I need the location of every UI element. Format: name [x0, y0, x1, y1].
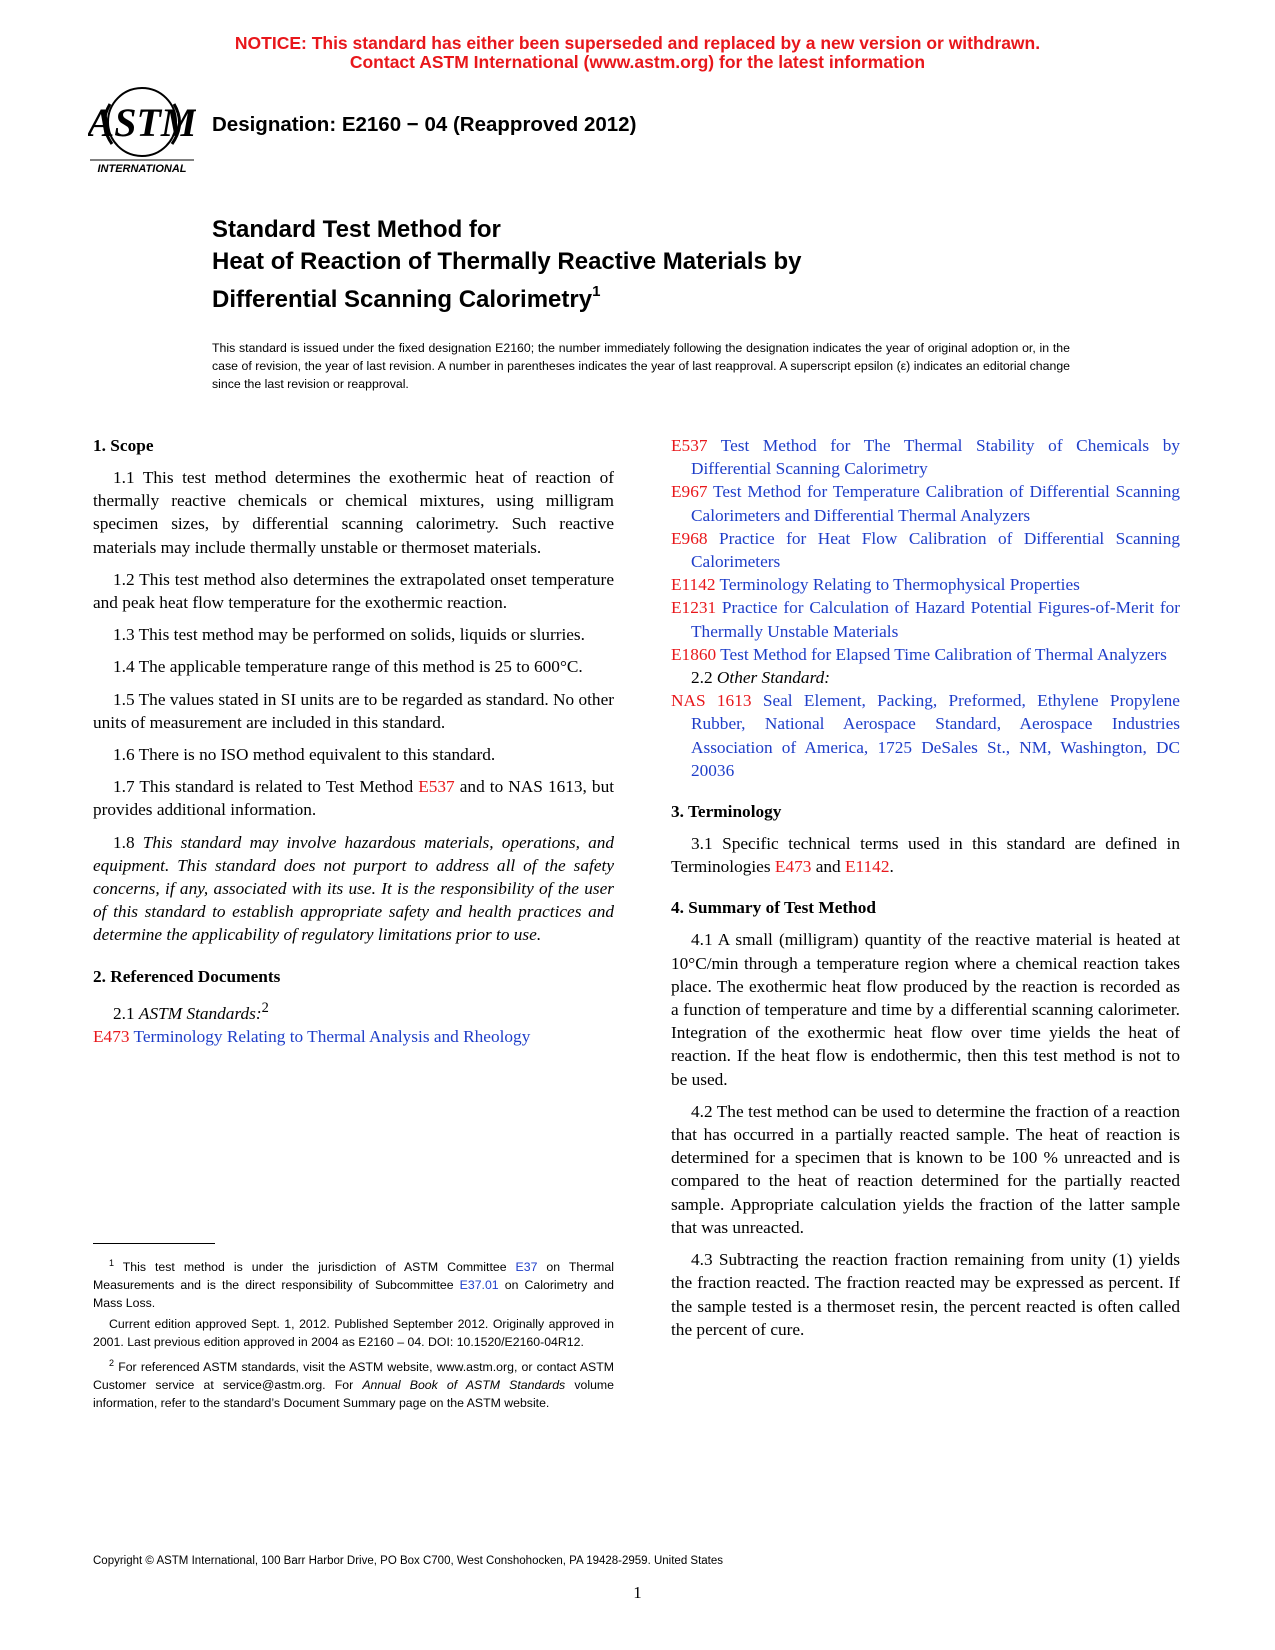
copyright: Copyright © ASTM International, 100 Barr Harbor Drive, PO Box C700, West Conshohocken, PA 19428-2959. United States	[93, 1555, 724, 1567]
section-heading-summary: 4. Summary of Test Method	[671, 898, 876, 918]
link-e37-01[interactable]: E37.01	[459, 1278, 499, 1293]
reference-e968[interactable]: E968 Practice for Heat Flow Calibration of Differential Scanning Calorimeters	[671, 528, 1180, 572]
reference-e967[interactable]: E967 Test Method for Temperature Calibration of Differential Scanning Calorimeters and Differential Thermal Analyzers	[671, 482, 1180, 525]
footnote-2: $^2$ For referenced ASTM standards, visit the ASTM website, www.astm.org, or contact ASTM Customer service at service@astm.org. For Annual Book of ASTM Standards volume information, refer to the standard’s Document Summary page on the ASTM website.	[93, 1358, 614, 1411]
footnote-1-edition: Current edition approved Sept. 1, 2012. Published September 2012. Originally approved in 2001. Last previous edition approved in 2004 as E2160 – 04. DOI: 10.1520/E2160-04R12.	[93, 1317, 614, 1350]
subsection-astm-standards: 2.1 ASTM Standards:$^2$	[113, 999, 269, 1023]
logo-text: INTERNATIONAL	[97, 163, 187, 175]
paragraph-1-7: 1.7 This standard is related to Test Method E537 and to NAS 1613, but provides additional information.	[93, 777, 615, 820]
reference-e473[interactable]: E473 Terminology Relating to Thermal Analysis and Rheology	[93, 1026, 531, 1046]
issued-note: This standard is issued under the fixed designation E2160; the number immediately following the designation indicates the year of original adoption or, in the case of revision, the year of last revision. A number in parentheses indicates the year of last reapproval. A superscript epsilon (ε) indicates an editorial change since the last revision or reapproval.	[212, 341, 1070, 391]
designation: Designation: E2160 − 04 (Reapproved 2012)	[212, 113, 637, 136]
link-e537[interactable]: E537	[418, 777, 455, 797]
paragraph-1-4: 1.4 The applicable temperature range of this method is 25 to 600°C.	[113, 657, 583, 677]
footnote-mark-2[interactable]: 2	[261, 999, 269, 1016]
notice-line-2: Contact ASTM International (www.astm.org) for the latest information	[349, 52, 926, 72]
link-e473[interactable]: E473	[774, 857, 812, 877]
right-column	[671, 434, 1180, 1350]
notice-banner	[0, 34, 1275, 72]
title-line-1: Standard Test Method for	[212, 216, 501, 243]
section-heading-scope: 1. Scope	[93, 436, 154, 455]
astm-logo	[88, 84, 196, 176]
notice-line-1: NOTICE: This standard has either been superseded and replaced by a new version or withdrawn.	[234, 33, 1041, 53]
section-heading-terminology: 3. Terminology	[671, 802, 782, 822]
paragraph-1-5: 1.5 The values stated in SI units are to be regarded as standard. No other units of measurement are included in this standard.	[93, 689, 614, 732]
reference-e1142[interactable]: E1142 Terminology Relating to Thermophysical Properties	[671, 575, 1080, 595]
reference-e537[interactable]: E537 Test Method for The Thermal Stability of Chemicals by Differential Scanning Calorimetry	[671, 436, 1180, 479]
paragraph-1-8: 1.8 This standard may involve hazardous materials, operations, and equipment. This standard does not purport to address all of the safety concerns, if any, associated with its use. It is the responsibility of the user of this standard to establish appropriate safety and health practices and determine the applicability of regulatory limitations prior to use.	[93, 832, 615, 945]
reference-e1231[interactable]: E1231 Practice for Calculation of Hazard Potential Figures-of-Merit for Thermally Unstable Materials	[671, 598, 1180, 641]
paragraph-1-3: 1.3 This test method may be performed on solids, liquids or slurries.	[113, 625, 585, 645]
link-e1142[interactable]: E1142	[844, 857, 890, 877]
footnote-divider	[93, 1243, 215, 1244]
document-title	[212, 214, 802, 316]
title-line-2: Heat of Reaction of Thermally Reactive Materials by	[212, 248, 802, 275]
link-e37[interactable]: E37	[515, 1260, 538, 1275]
paragraph-4-1: 4.1 A small (milligram) quantity of the reactive material is heated at 10°C/min through a temperature region where a chemical reaction takes place. The exothermic heat flow produced by the reaction is recorded as a function of temperature and time by a differential scanning calorimeter. Integration of the exothermic heat flow over time yields the heat of reaction. If the heat flow is endothermic, then this test method is not to be used.	[671, 930, 1180, 1089]
reference-nas-1613[interactable]: NAS 1613 Seal Element, Packing, Preformed, Ethylene Propylene Rubber, National Aerospace Standard, Aerospace Industries Association of America, 1725 DeSales St., NM, Washington, DC 20036	[671, 691, 1180, 780]
left-column	[93, 434, 614, 1048]
paragraph-1-2: 1.2 This test method also determines the extrapolated onset temperature and peak heat flow temperature for the exothermic reaction.	[93, 569, 614, 613]
logo-wordmark: ASTM	[88, 100, 196, 145]
reference-e1860[interactable]: E1860 Test Method for Elapsed Time Calibration of Thermal Analyzers	[671, 644, 1167, 664]
footnote-1: $^1$ This test method is under the jurisdiction of ASTM Committee E37 on Thermal Measurements and is the direct responsibility of Subcommittee E37.01 on Calorimetry and Mass Loss.	[93, 1258, 615, 1311]
paragraph-1-6: 1.6 There is no ISO method equivalent to this standard.	[113, 745, 496, 765]
section-heading-referenced: 2. Referenced Documents	[93, 966, 281, 986]
paragraph-4-3: 4.3 Subtracting the reaction fraction remaining from unity (1) yields the fraction reacted. The fraction reacted may be expressed as percent. If the sample tested is a thermoset resin, the percent reacted is often called the percent of cure.	[671, 1250, 1180, 1339]
title-line-3: Differential Scanning Calorimetry$^1$	[212, 283, 601, 313]
title-footnote-mark[interactable]: 1	[592, 283, 601, 300]
page-number: 1	[633, 1583, 642, 1602]
paragraph-3-1: 3.1 Specific technical terms used in this standard are defined in Terminologies E473 and E1142.	[671, 834, 1180, 877]
footnotes	[93, 1254, 614, 1415]
subsection-other-standard: 2.2 Other Standard:	[691, 668, 831, 688]
paragraph-1-1: 1.1 This test method determines the exothermic heat of reaction of thermally reactive chemicals or chemical mixtures, using milligram specimen sizes, by differential scanning calorimetry. Such reactive materials may include thermally unstable or thermoset materials.	[93, 468, 614, 557]
paragraph-4-2: 4.2 The test method can be used to determine the fraction of a reaction that has occurred in a partially reacted sample. The heat of reaction is determined for a specimen that is known to be 100 % unreacted and is compared to the heat of reaction determined for the partially reacted sample. Appropriate calculation yields the fraction of the latter sample that was unreacted.	[671, 1101, 1180, 1237]
